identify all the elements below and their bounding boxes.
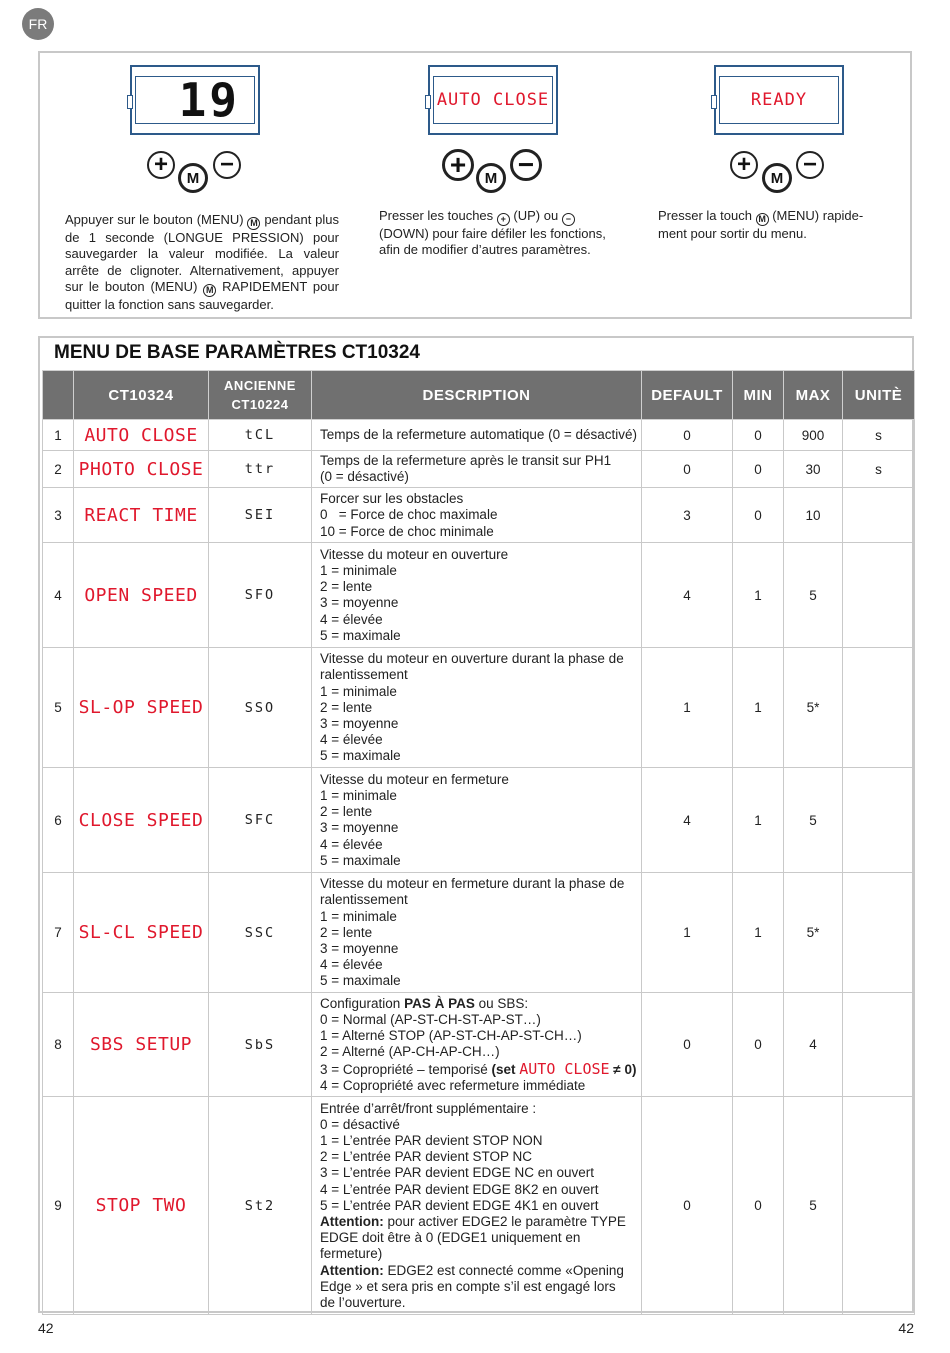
lcd-display-autoclose xyxy=(428,65,558,135)
param-code: AUTO CLOSE xyxy=(74,420,209,451)
menu-m-icon: M xyxy=(203,284,216,297)
param-max: 4 xyxy=(784,993,843,1097)
parameters-section xyxy=(38,336,914,1313)
param-min: 1 xyxy=(733,543,784,648)
param-default: 4 xyxy=(642,768,733,873)
plus-icon: + xyxy=(442,149,474,181)
plus-icon: + xyxy=(147,151,175,179)
minus-icon: − xyxy=(510,149,542,181)
param-max: 30 xyxy=(784,451,843,488)
param-old-code: SSO xyxy=(209,648,312,768)
param-unit: s xyxy=(843,451,915,488)
param-unit xyxy=(843,488,915,543)
param-old-code: St2 xyxy=(209,1097,312,1315)
header-description: DESCRIPTION xyxy=(312,371,642,420)
param-description: Vitesse du moteur en ouverture 1 = minimale 2 = lente 3 = moyenne 4 = élevée 5 = maximale xyxy=(312,543,642,648)
param-old-code: tCL xyxy=(209,420,312,451)
param-old-code: SbS xyxy=(209,993,312,1097)
param-min: 0 xyxy=(733,1097,784,1315)
display-value-text: 19 xyxy=(178,73,240,127)
param-default: 0 xyxy=(642,420,733,451)
minus-icon: − xyxy=(796,151,824,179)
menu-m-icon: M xyxy=(247,217,260,230)
param-default: 0 xyxy=(642,1097,733,1315)
row-index: 2 xyxy=(43,451,74,488)
param-unit xyxy=(843,1097,915,1315)
param-min: 1 xyxy=(733,648,784,768)
param-min: 1 xyxy=(733,768,784,873)
row-index: 6 xyxy=(43,768,74,873)
param-code: STOP TWO xyxy=(74,1097,209,1315)
lcd-display-value xyxy=(130,65,260,135)
table-row xyxy=(43,993,915,1097)
page-number-left: 42 xyxy=(38,1320,54,1336)
param-code: REACT TIME xyxy=(74,488,209,543)
menu-m-icon: M xyxy=(756,213,769,226)
language-badge: FR xyxy=(22,8,54,40)
page-number-right: 42 xyxy=(898,1320,914,1336)
minus-icon: − xyxy=(562,213,575,226)
param-max: 5 xyxy=(784,768,843,873)
header-default: DEFAULT xyxy=(642,371,733,420)
param-max: 900 xyxy=(784,420,843,451)
display-ready-text: READY xyxy=(750,90,808,110)
param-description: Configuration PAS À PAS ou SBS: 0 = Normal (AP-ST-CH-ST-AP-ST…) 1 = Alterné STOP (AP-ST-CH-AP-ST-CH…) 2 = Alterné (AP-CH-AP-CH…) 3 = Copropriété – temporisé (set AUTO CLOSE ≠ 0) 4 = Copropriété avec refermeture immédiate xyxy=(312,993,642,1097)
header-min: MIN xyxy=(733,371,784,420)
header-old: ANCIENNE CT10224 xyxy=(209,371,312,420)
param-unit xyxy=(843,768,915,873)
table-header-row xyxy=(43,371,915,420)
param-unit xyxy=(843,543,915,648)
header-unit: UNITÈ xyxy=(843,371,915,420)
table-row xyxy=(43,873,915,993)
param-unit xyxy=(843,648,915,768)
param-min: 0 xyxy=(733,488,784,543)
menu-m-icon: M xyxy=(476,163,506,193)
param-code: PHOTO CLOSE xyxy=(74,451,209,488)
param-code: SL-CL SPEED xyxy=(74,873,209,993)
row-index: 5 xyxy=(43,648,74,768)
param-description: Vitesse du moteur en fermeture 1 = minimale 2 = lente 3 = moyenne 4 = élevée 5 = maximale xyxy=(312,768,642,873)
header-ct: CT10324 xyxy=(74,371,209,420)
minus-icon: − xyxy=(213,151,241,179)
param-unit xyxy=(843,873,915,993)
param-max: 5* xyxy=(784,648,843,768)
param-old-code: SFC xyxy=(209,768,312,873)
param-old-code: SFO xyxy=(209,543,312,648)
instructions-panel xyxy=(38,51,912,319)
table-row xyxy=(43,648,915,768)
param-code: CLOSE SPEED xyxy=(74,768,209,873)
row-index: 8 xyxy=(43,993,74,1097)
param-description: Forcer sur les obstacles 0 = Force de choc maximale 10 = Force de choc minimale xyxy=(312,488,642,543)
instruction-exit: Presser la touch M (MENU) rapide-ment pour sortir du menu. xyxy=(658,208,864,241)
param-min: 0 xyxy=(733,451,784,488)
header-index xyxy=(43,371,74,420)
param-description: Temps de la refermeture automatique (0 = désactivé) xyxy=(312,420,642,451)
param-unit: s xyxy=(843,420,915,451)
instruction-save: Appuyer sur le bouton (MENU) M pendant plus de 1 seconde (LONGUE PRESSION) pour sauvegarder la valeur modifiée. La valeur arrête de clignoter. Alternativement, appuyer sur le bouton (MENU) M RAPIDEMENT pour quitter la fonction sans sauvegarder. xyxy=(65,212,339,312)
param-min: 0 xyxy=(733,420,784,451)
row-index: 1 xyxy=(43,420,74,451)
menu-m-icon: M xyxy=(178,163,208,193)
param-code: OPEN SPEED xyxy=(74,543,209,648)
lcd-display-ready xyxy=(714,65,844,135)
param-default: 3 xyxy=(642,488,733,543)
display-autoclose-text: AUTO CLOSE xyxy=(436,90,550,110)
param-default: 4 xyxy=(642,543,733,648)
plus-icon: + xyxy=(730,151,758,179)
table-row xyxy=(43,420,915,451)
param-old-code: SSC xyxy=(209,873,312,993)
param-description: Temps de la refermeture après le transit sur PH1 (0 = désactivé) xyxy=(312,451,642,488)
row-index: 7 xyxy=(43,873,74,993)
table-row xyxy=(43,451,915,488)
param-default: 1 xyxy=(642,648,733,768)
param-description: Vitesse du moteur en fermeture durant la phase de ralentissement 1 = minimale 2 = lente 3 = moyenne 4 = élevée 5 = maximale xyxy=(312,873,642,993)
param-description: Vitesse du moteur en ouverture durant la phase de ralentissement 1 = minimale 2 = lente 3 = moyenne 4 = élevée 5 = maximale xyxy=(312,648,642,768)
row-index: 3 xyxy=(43,488,74,543)
param-max: 10 xyxy=(784,488,843,543)
param-max: 5 xyxy=(784,543,843,648)
param-old-code: SEI xyxy=(209,488,312,543)
param-old-code: ttr xyxy=(209,451,312,488)
row-index: 4 xyxy=(43,543,74,648)
param-code: SBS SETUP xyxy=(74,993,209,1097)
param-default: 0 xyxy=(642,993,733,1097)
param-max: 5 xyxy=(784,1097,843,1315)
table-row xyxy=(43,543,915,648)
row-index: 9 xyxy=(43,1097,74,1315)
param-description: Entrée d’arrêt/front supplémentaire : 0 = désactivé 1 = L’entrée PAR devient STOP NON 2 = L’entrée PAR devient STOP NC 3 = L’entrée PAR devient EDGE NC en ouvert 4 = L’entrée PAR devient EDGE 8K2 en ouvert 5 = L’entrée PAR devient EDGE 4K1 en ouvert Attention: pour activer EDGE2 le paramètre TYPE EDGE doit être à 0 (EDGE1 uniquement en fermeture) Attention: EDGE2 est connecté comme «Opening Edge » et sera pris en compte s’il est engagé lors de l’ouverture. xyxy=(312,1097,642,1315)
table-row xyxy=(43,488,915,543)
header-max: MAX xyxy=(784,371,843,420)
table-row xyxy=(43,1097,915,1315)
param-default: 0 xyxy=(642,451,733,488)
param-min: 1 xyxy=(733,873,784,993)
param-default: 1 xyxy=(642,873,733,993)
param-code: SL-OP SPEED xyxy=(74,648,209,768)
parameters-table xyxy=(42,370,915,1315)
table-title: MENU DE BASE PARAMÈTRES CT10324 xyxy=(54,342,421,363)
param-max: 5* xyxy=(784,873,843,993)
param-min: 0 xyxy=(733,993,784,1097)
menu-m-icon: M xyxy=(762,163,792,193)
instruction-navigate: Presser les touches + (UP) ou − (DOWN) pour faire défiler les fonctions, afin de modifier d’autres paramètres. xyxy=(379,208,606,258)
table-row xyxy=(43,768,915,873)
param-unit xyxy=(843,993,915,1097)
plus-icon: + xyxy=(497,213,510,226)
